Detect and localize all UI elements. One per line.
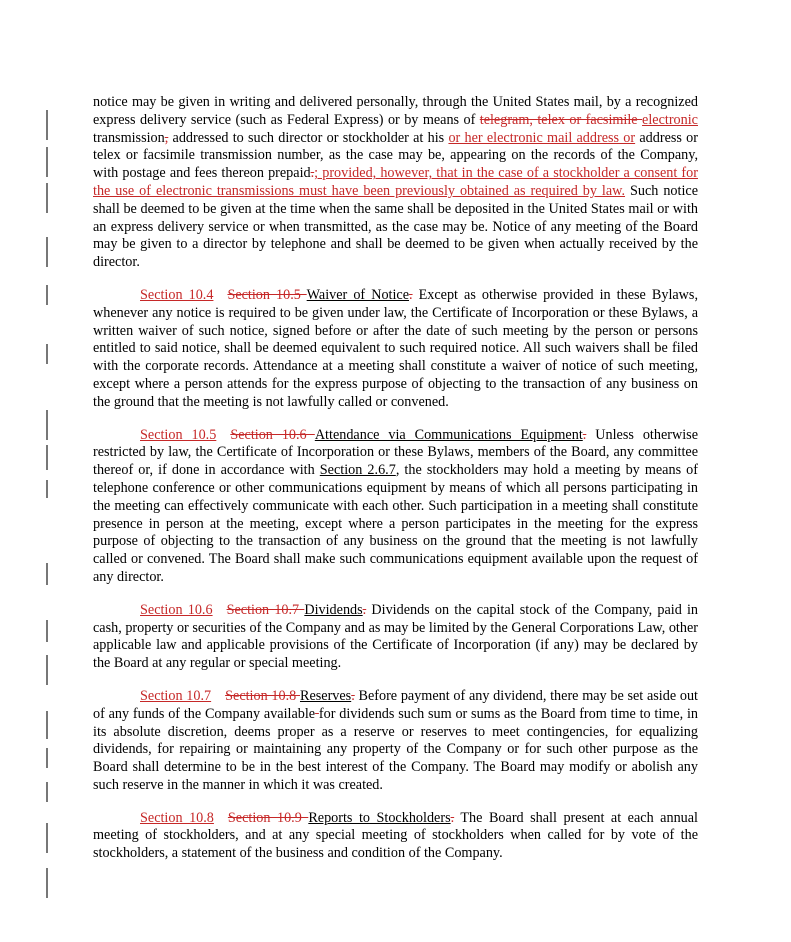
change-bar <box>46 748 48 768</box>
intro-paragraph: notice may be given in writing and delivered personally, through the United States mail, by a recognized express delivery service (such as Federal Express) or by means of telegram, telex or facsimile electronic transmission, addressed to such director or stockholder at his or her electronic mail address or address or telex or facsimile transmission number, as the case may be, appearing on the records of the Company, with postage and fees thereon prepaid.; provided, however, that in the case of a stockholder a consent for the use of electronic transmissions must have been previously obtained as required by law. Such notice shall be deemed to be given at the time when the same shall be deposited in the United States mail or with an express delivery service or when transmitted, as the case may be. Notice of any meeting of the Board may be given to a director by telephone and shall be deemed to be given when actually received by the director. <box>93 94 698 271</box>
section-cross-reference: Section 2.6.7 <box>319 462 396 479</box>
change-bar <box>46 868 48 898</box>
change-bar <box>46 711 48 739</box>
section-number: Section 10.4 <box>140 286 214 303</box>
change-bar <box>46 344 48 364</box>
deleted-section-number: Section 10.6 <box>230 426 315 443</box>
section-number: Section 10.6 <box>140 601 213 618</box>
change-bar <box>46 823 48 853</box>
deleted-section-number: Section 10.5 <box>227 286 307 303</box>
change-bar <box>46 782 48 802</box>
section-number: Section 10.5 <box>140 426 217 443</box>
document-page <box>93 94 698 878</box>
change-bar <box>46 147 48 177</box>
change-bar <box>46 655 48 685</box>
section-title: Reports to Stockholders <box>308 809 451 826</box>
section-10-4: Section 10.4 Section 10.5 Waiver of Notice. Except as otherwise provided in these Bylaws, whenever any notice is required to be given under law, the Certificate of Incorporation or these Bylaws, a written waiver of such notice, signed before or after the date of such meeting by the person or persons entitled to said notice, shall be deemed equivalent to such required notice. All such waivers shall be filed with the corporate records. Attendance at a meeting shall constitute a waiver of notice of such meeting, except where a person attends for the express purpose of objecting to the transaction of any business on the ground that the meeting is not lawfully called or convened. <box>93 286 698 410</box>
change-bar <box>46 183 48 213</box>
change-bar <box>46 445 48 470</box>
change-bar <box>46 110 48 140</box>
change-bar <box>46 285 48 305</box>
section-10-8: Section 10.8 Section 10.9 Reports to Stockholders. The Board shall present at each annual meeting of stockholders, and at any special meeting of stockholders when called for by vote of the stockholders, a statement of the business and condition of the Company. <box>93 809 698 862</box>
change-bar <box>46 480 48 498</box>
change-bar <box>46 410 48 440</box>
deleted-section-number: Section 10.8 <box>225 687 300 704</box>
section-10-6: Section 10.6 Section 10.7 Dividends. Dividends on the capital stock of the Company, paid in cash, property or securities of the Company and as may be limited by the General Corporations Law, other applicable law and applicable provisions of the Certificate of Incorporation (if any) may be declared by the Board at any regular or special meeting. <box>93 601 699 672</box>
section-10-7: Section 10.7 Section 10.8 Reserves. Before payment of any dividend, there may be set aside out of any funds of the Company available for dividends such sum or sums as the Board from time to time, in its absolute discretion, deems proper as a reserve or reserves to meet contingencies, for equalizing dividends, for repairing or maintaining any property of the Company or for such other purpose as the Board shall determine to be in the best interest of the Company. The Board may modify or abolish any such reserve in the manner in which it was created. <box>93 687 699 793</box>
section-title: Attendance via Communications Equipment <box>314 426 583 443</box>
change-bar <box>46 237 48 267</box>
deleted-section-number: Section 10.9 <box>227 809 309 826</box>
section-10-5: Section 10.5 Section 10.6 Attendance via Communications Equipment. Unless otherwise restricted by law, the Certificate of Incorporation or these Bylaws, members of the Board, any committee thereof or, if done in accordance with Section 2.6.7, the stockholders may hold a meeting by means of telephone conference or other communications equipment by means of which all persons participating in the meeting can effectively communicate with each other. Such participation in a meeting shall constitute presence in person at the meeting, except where a person participates in the meeting for the express purpose of objecting to the transaction of any business on the ground that the meeting is not lawfully called or convened. The Board shall make such communications equipment available upon the request of any director. <box>93 426 698 585</box>
section-number: Section 10.8 <box>140 809 214 826</box>
section-title: Waiver of Notice <box>306 286 410 303</box>
deleted-section-number: Section 10.7 <box>226 601 305 618</box>
section-title: Dividends <box>304 601 363 618</box>
section-title: Reserves <box>299 687 352 704</box>
change-bar <box>46 563 48 585</box>
section-number: Section 10.7 <box>140 687 212 704</box>
change-bar <box>46 620 48 642</box>
